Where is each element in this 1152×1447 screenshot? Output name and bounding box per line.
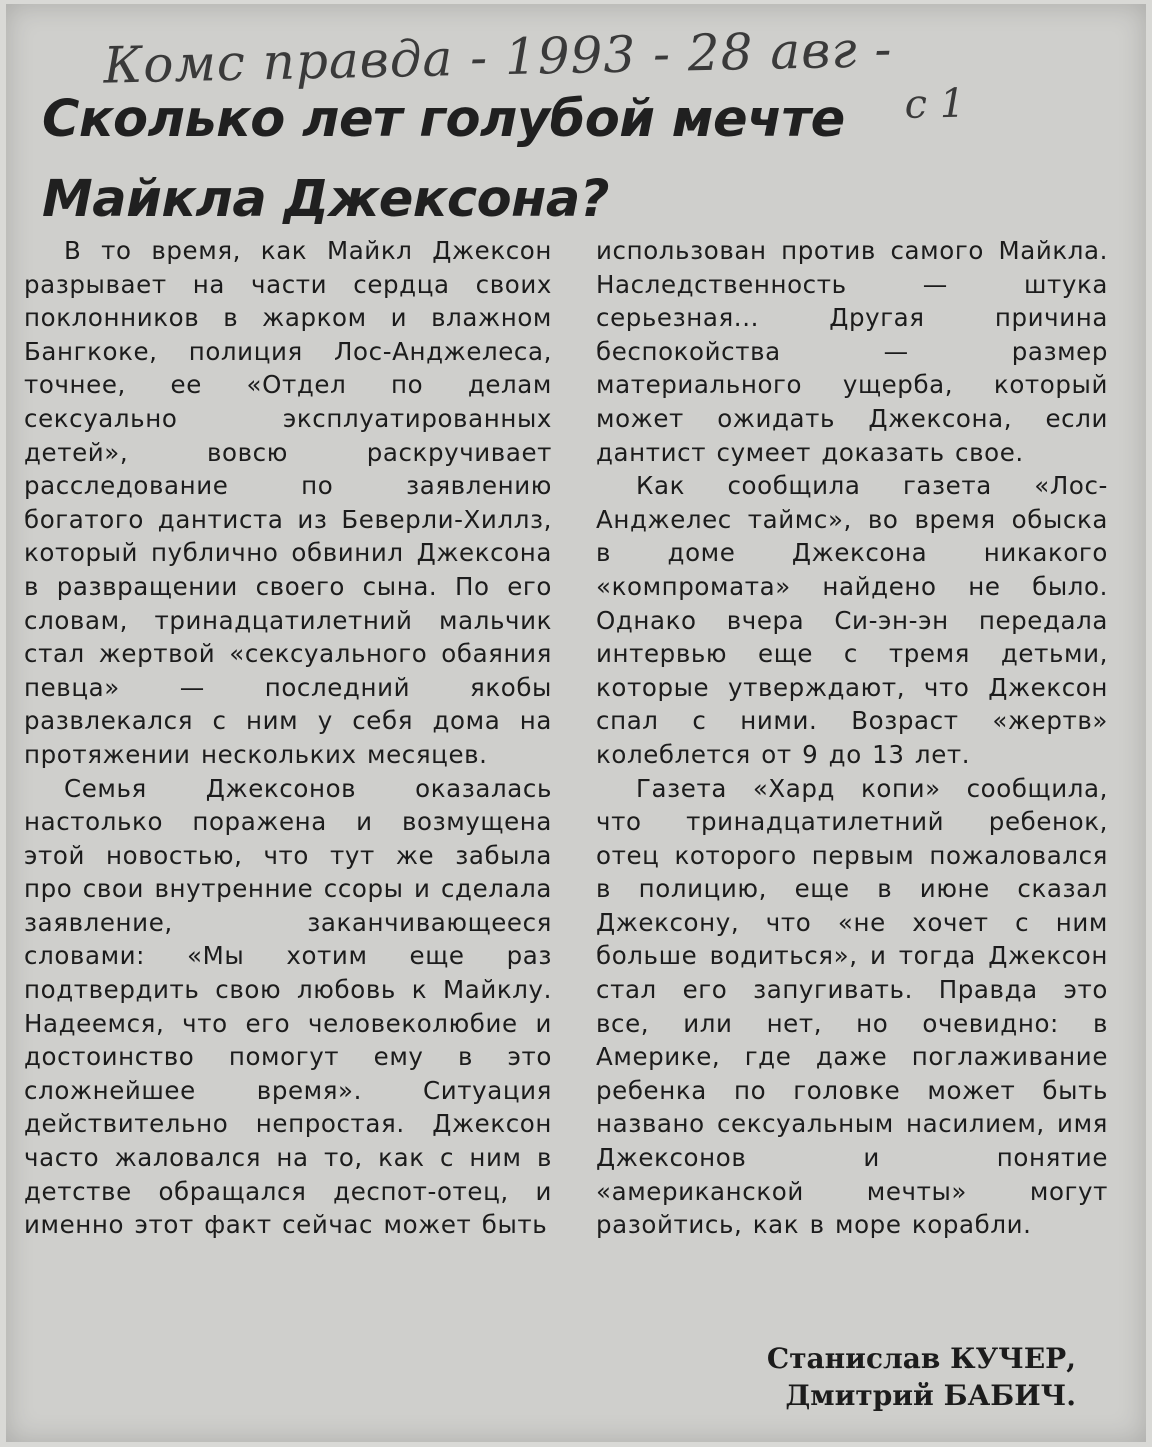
author-name: Дмитрий БАБИЧ.: [785, 1379, 1076, 1412]
handwritten-page: с 1: [904, 80, 966, 128]
article-column-left: [24, 234, 552, 1242]
paragraph: Семья Джексонов оказалась настолько поражена и возмущена этой новостью, что тут же забыла про свои внутренние ссоры и сделала заявление, заканчивающееся словами: «Мы хотим еще раз подтвердить свою любовь к Майклу. Надеемся, что его человеколюбие и достоинство помогут ему в это сложнейшее время». Ситуация действительно непростая. Джексон часто жаловался на то, как с ним в детстве обращался деспот-отец, и именно этот факт сейчас может быть: [24, 773, 552, 1240]
paragraph: использован против самого Майкла. Наследственность — штука серьезная... Другая причина беспокойства — размер материального ущерба, который может ожидать Джексона, если дантист сумеет доказать свое.: [596, 236, 1108, 467]
article-column-right: [596, 234, 1108, 1242]
headline-line-1: Сколько лет голубой мечте: [42, 90, 845, 149]
article-headline: [42, 80, 942, 240]
newspaper-clipping: [6, 4, 1146, 1442]
author-signature: [696, 1340, 1076, 1414]
paragraph: В то время, как Майкл Джексон разрывает на части сердца своих поклонников в жарком и влажном Бангкоке, полиция Лос-Анджелеса, точнее, ее «Отдел по делам сексуально эксплуатированных детей», вовсю раскручивает расследование по заявлению богатого дантиста из Беверли-Хиллз, который публично обвинил Джексона в развращении своего сына. По его словам, тринадцатилетний мальчик стал жертвой «сексуального обаяния певца» — последний якобы развлекался с ним у себя дома на протяжении нескольких месяцев.: [24, 236, 552, 769]
paragraph: Газета «Хард копи» сообщила, что тринадцатилетний ребенок, отец которого первым пожаловался в полицию, еще в июне сказал Джексону, что «не хочет с ним больше водиться», и тогда Джексон стал его запугивать. Правда это все, или нет, но очевидно: в Америке, где даже поглаживание ребенка по головке может быть названо сексуальным насилием, имя Джексонов и понятие «американской мечты» могут разойтись, как в море корабли.: [596, 773, 1108, 1240]
handwritten-source-date: Комс правда - 1993 - 28 авг -: [102, 20, 893, 95]
paragraph: Как сообщила газета «Лос-Анджелес таймс», во время обыска в доме Джексона никакого «компромата» найдено не было. Однако вчера Си-эн-эн передала интервью еще с тремя детьми, которые утверждают, что Джексон спал с ними. Возраст «жертв» колеблется от 9 до 13 лет.: [596, 471, 1108, 769]
author-name: Станислав КУЧЕР,: [766, 1342, 1076, 1375]
headline-line-2: Майкла Джексона?: [42, 170, 609, 229]
